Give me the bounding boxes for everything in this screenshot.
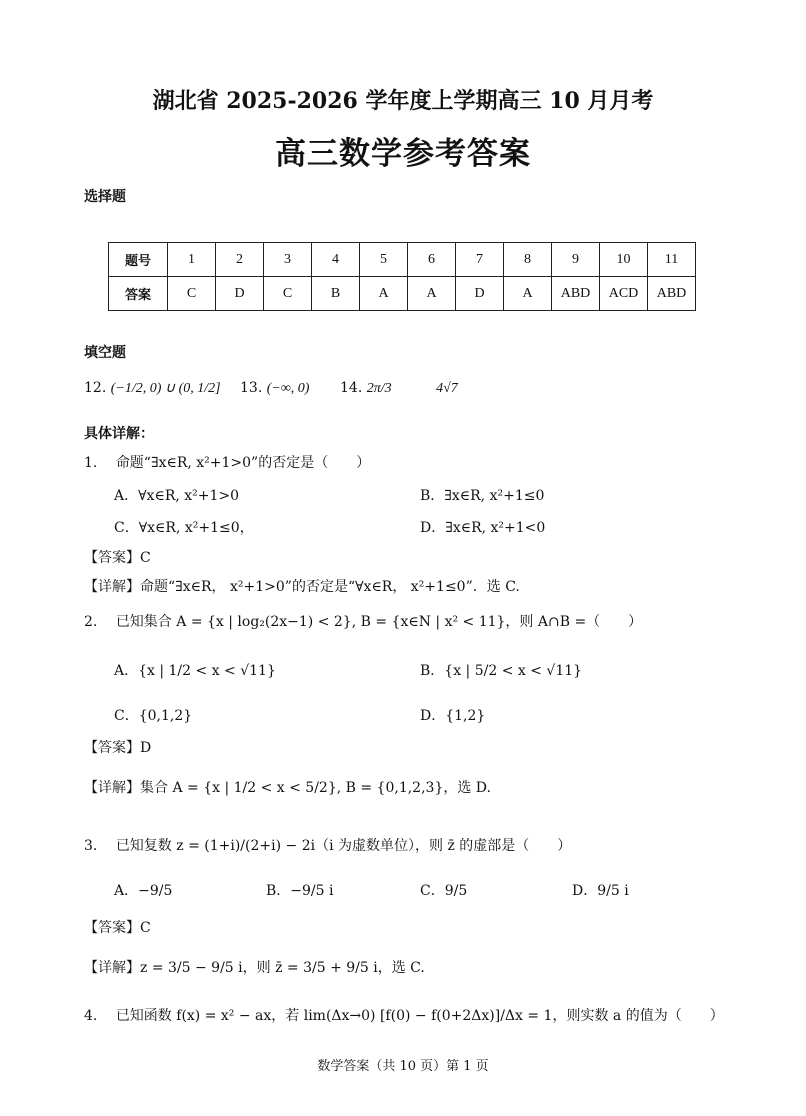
answer-cell: A [360, 277, 408, 311]
question-2 [84, 611, 642, 631]
answer-line: 【答案】C [84, 920, 151, 936]
answer-cell: C [264, 277, 312, 311]
answer-14-math-1: 2π/3 [366, 381, 392, 396]
answer-line: 【答案】D [84, 740, 152, 756]
detail-line: 【详解】z = 3/5 − 9/5 i，则 z̄ = 3/5 + 9/5 i，选 C. [84, 960, 425, 976]
q-number-cell: 8 [504, 243, 552, 277]
q-number-cell: 9 [552, 243, 600, 277]
answer-table-answer-row [109, 277, 696, 311]
question-stem: 已知复数 z = (1+i)/(2+i) − 2i（i 为虚数单位），则 z̄ 的虚部是（ ） [115, 838, 572, 854]
question-1 [84, 452, 370, 472]
question-4 [84, 1005, 724, 1025]
q-number-cell: 5 [360, 243, 408, 277]
question-3 [84, 835, 571, 855]
question-stem: 命题“∃x∈R, x²+1>0”的否定是（ ） [115, 455, 371, 471]
option-d: D．{1,2} [420, 708, 486, 724]
answer-cell: B [312, 277, 360, 311]
question-number: 1. [84, 455, 98, 471]
q-number-cell: 4 [312, 243, 360, 277]
answer-table [108, 242, 696, 311]
q-number-cell: 3 [264, 243, 312, 277]
answer-cell: ABD [648, 277, 696, 311]
answer-cell: ACD [600, 277, 648, 311]
answer-13 [240, 380, 309, 397]
q-number-cell: 1 [168, 243, 216, 277]
exam-title: 湖北省 2025-2026 学年度上学期高三 10 月月考 [152, 88, 654, 114]
option-c: C．9/5 [420, 883, 468, 899]
q-number-cell: 10 [600, 243, 648, 277]
answer-table-number-row [109, 243, 696, 277]
option-b: B．−9/5 i [266, 883, 334, 899]
question-number: 2. [84, 614, 98, 630]
answer-13-number: 13. [240, 380, 263, 396]
q-number-cell: 6 [408, 243, 456, 277]
option-a: A．−9/5 [114, 883, 173, 899]
detail-line: 【详解】集合 A = {x | 1/2 < x < 5/2}, B = {0,1,2,3}，选 D. [84, 780, 491, 796]
option-d: D．9/5 i [572, 883, 629, 899]
option-b: B．{x | 5/2 < x < √11} [420, 663, 583, 679]
answer-12-math: (−1/2, 0) ∪ (0, 1/2] [110, 381, 221, 396]
answer-14-math-2: 4√7 [436, 381, 458, 396]
answer-12 [84, 380, 221, 397]
row-label-answer: 答案 [109, 277, 168, 311]
row-label-question: 题号 [109, 243, 168, 277]
mc-section-label: 选择题 [84, 189, 126, 205]
answer-cell: ABD [552, 277, 600, 311]
q-number-cell: 7 [456, 243, 504, 277]
answer-cell: D [456, 277, 504, 311]
option-d: D．∃x∈R, x²+1<0 [420, 520, 546, 536]
answer-12-number: 12. [84, 380, 107, 396]
option-c: C．∀x∈R, x²+1≤0， [114, 520, 254, 536]
answer-14-number: 14. [340, 380, 363, 396]
answer-cell: D [216, 277, 264, 311]
q-number-cell: 11 [648, 243, 696, 277]
q-number-cell: 2 [216, 243, 264, 277]
option-c: C．{0,1,2} [114, 708, 193, 724]
answer-line: 【答案】C [84, 550, 151, 566]
page-footer: 数学答案（共 10 页）第 1 页 [317, 1059, 489, 1074]
answer-cell: A [408, 277, 456, 311]
question-stem: 已知集合 A = {x | log₂(2x−1) < 2}, B = {x∈N | x² < 11}，则 A∩B =（ ） [115, 614, 643, 630]
details-label: 具体详解： [84, 426, 154, 442]
document-title: 高三数学参考答案 [275, 136, 531, 172]
question-number: 4. [84, 1008, 98, 1024]
detail-line: 【详解】命题“∃x∈R， x²+1>0”的否定是“∀x∈R， x²+1≤0”．选 C. [84, 579, 520, 595]
fill-section-label: 填空题 [84, 345, 126, 361]
option-b: B．∃x∈R, x²+1≤0 [420, 488, 545, 504]
option-a: A．∀x∈R, x²+1>0 [114, 488, 240, 504]
option-a: A．{x | 1/2 < x < √11} [114, 663, 276, 679]
question-stem: 已知函数 f(x) = x² − ax，若 lim(Δx→0) [f(0) − f(0+2Δx)]/Δx = 1，则实数 a 的值为（ ） [115, 1008, 724, 1024]
question-number: 3. [84, 838, 98, 854]
answer-cell: A [504, 277, 552, 311]
answer-13-math: (−∞, 0) [266, 381, 310, 396]
answer-14 [340, 380, 458, 397]
answer-cell: C [168, 277, 216, 311]
